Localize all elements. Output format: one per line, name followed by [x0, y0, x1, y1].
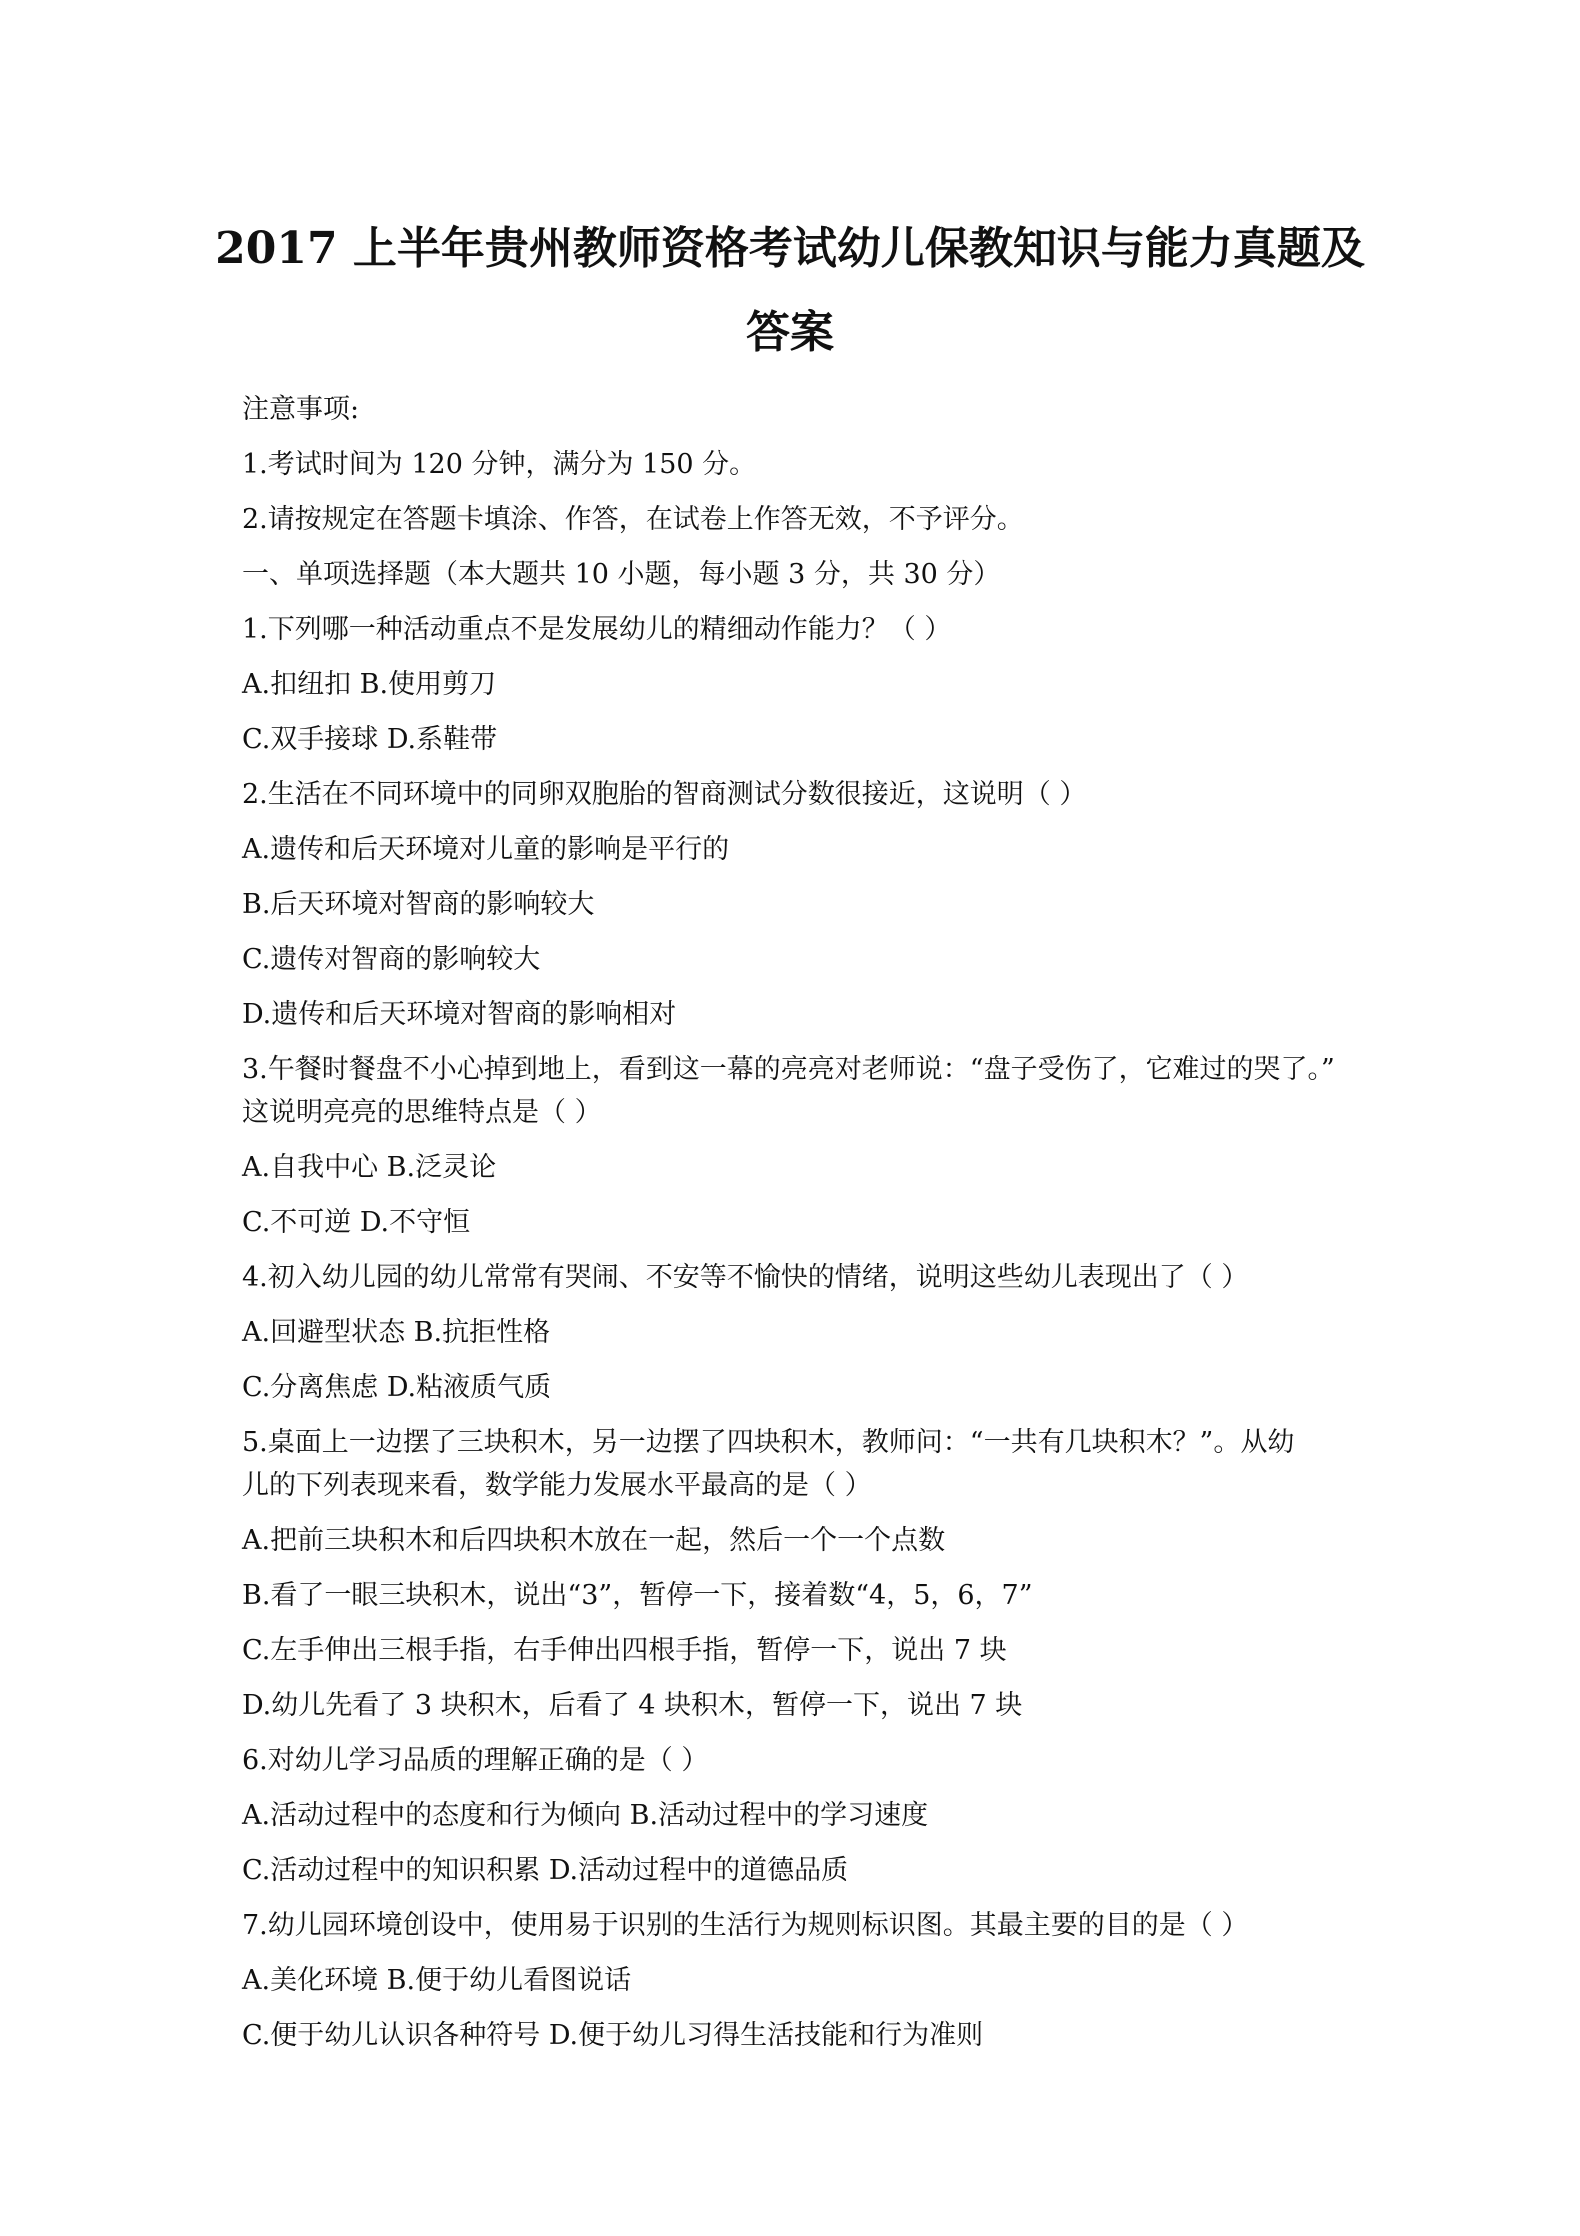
- document-title-line-1: 2017 上半年贵州教师资格考试幼儿保教知识与能力真题及: [215, 223, 1365, 274]
- question-5-option-c: C.左手伸出三根手指，右手伸出四根手指，暂停一下，说出 7 块: [242, 1635, 1007, 1666]
- question-3-option-line: C.不可逆 D.不守恒: [242, 1207, 471, 1238]
- question-3-stem: 3.午餐时餐盘不小心掉到地上，看到这一幕的亮亮对老师说：“盘子受伤了，它难过的哭了。”: [242, 1054, 1335, 1085]
- question-4-option-line: A.回避型状态 B.抗拒性格: [242, 1317, 551, 1348]
- question-6-option-line: A.活动过程中的态度和行为倾向 B.活动过程中的学习速度: [242, 1800, 929, 1831]
- question-7-option-line: A.美化环境 B.便于幼儿看图说话: [242, 1965, 632, 1996]
- question-4-stem: 4.初入幼儿园的幼儿常常有哭闹、不安等不愉快的情绪，说明这些幼儿表现出了（ ）: [242, 1262, 1249, 1293]
- question-5-stem: 5.桌面上一边摆了三块积木，另一边摆了四块积木，教师问：“一共有几块积木？”。从幼: [242, 1427, 1295, 1458]
- question-1-stem: 1.下列哪一种活动重点不是发展幼儿的精细动作能力？（ ）: [242, 614, 952, 645]
- question-6-option-line: C.活动过程中的知识积累 D.活动过程中的道德品质: [242, 1855, 849, 1886]
- question-3-stem-continued: 这说明亮亮的思维特点是（ ）: [242, 1097, 602, 1128]
- question-2-option-a: A.遗传和后天环境对儿童的影响是平行的: [242, 834, 730, 865]
- question-1-option-line: A.扣纽扣 B.使用剪刀: [242, 669, 497, 700]
- document-title-line-2: 答案: [746, 307, 834, 358]
- question-7-option-line: C.便于幼儿认识各种符号 D.便于幼儿习得生活技能和行为准则: [242, 2020, 984, 2051]
- notice-item-1: 1.考试时间为 120 分钟，满分为 150 分。: [242, 449, 757, 480]
- question-3-option-line: A.自我中心 B.泛灵论: [242, 1152, 497, 1183]
- question-5-option-d: D.幼儿先看了 3 块积木，后看了 4 块积木，暂停一下，说出 7 块: [242, 1690, 1023, 1721]
- question-5-option-a: A.把前三块积木和后四块积木放在一起，然后一个一个点数: [242, 1525, 946, 1556]
- question-5-stem-continued: 儿的下列表现来看，数学能力发展水平最高的是（ ）: [242, 1470, 872, 1501]
- question-4-option-line: C.分离焦虑 D.粘液质气质: [242, 1372, 552, 1403]
- question-6-stem: 6.对幼儿学习品质的理解正确的是（ ）: [242, 1745, 709, 1776]
- question-2-option-b: B.后天环境对智商的影响较大: [242, 889, 595, 920]
- notice-heading: 注意事项:: [242, 394, 360, 425]
- question-7-stem: 7.幼儿园环境创设中，使用易于识别的生活行为规则标识图。其最主要的目的是（ ）: [242, 1910, 1249, 1941]
- notice-item-2: 2.请按规定在答题卡填涂、作答，在试卷上作答无效，不予评分。: [242, 504, 1024, 535]
- question-2-option-d: D.遗传和后天环境对智商的影响相对: [242, 999, 677, 1030]
- question-2-stem: 2.生活在不同环境中的同卵双胞胎的智商测试分数很接近，这说明（ ）: [242, 779, 1087, 810]
- question-5-option-b: B.看了一眼三块积木，说出“3”，暂停一下，接着数“4，5，6，7”: [242, 1580, 1033, 1611]
- question-2-option-c: C.遗传对智商的影响较大: [242, 944, 541, 975]
- question-1-option-line: C.双手接球 D.系鞋带: [242, 724, 498, 755]
- section-heading: 一、单项选择题（本大题共 10 小题，每小题 3 分，共 30 分）: [242, 559, 1001, 590]
